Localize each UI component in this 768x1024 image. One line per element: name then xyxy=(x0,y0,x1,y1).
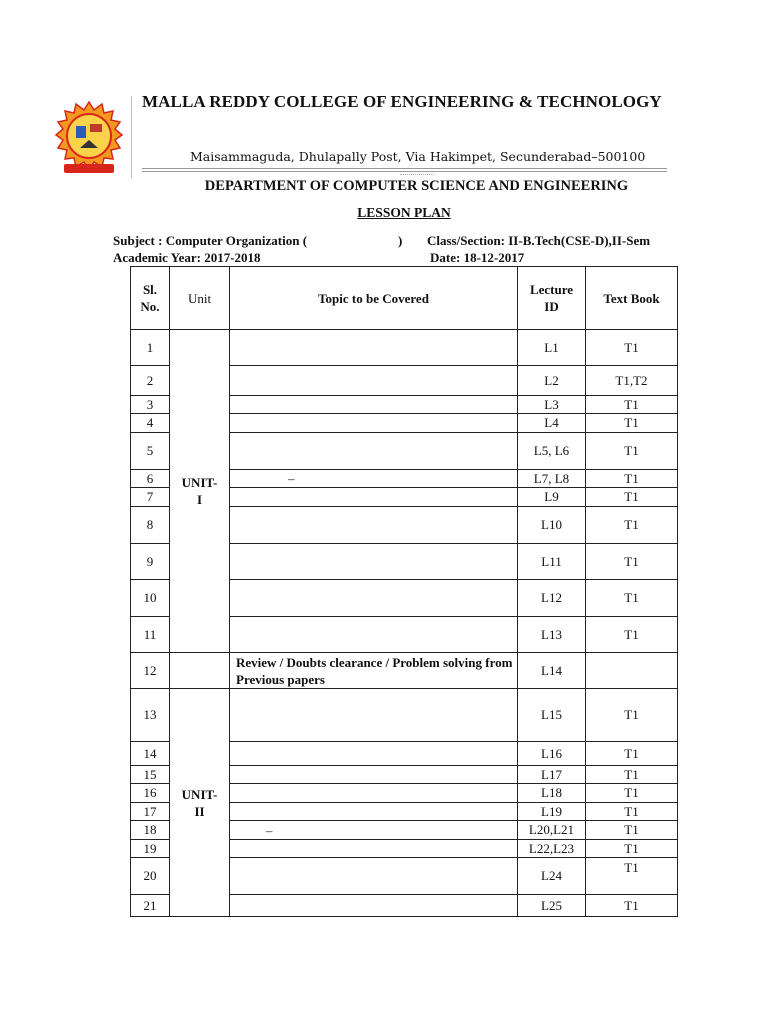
table-cell: 7 xyxy=(131,488,170,507)
table-cell: L5, L6 xyxy=(518,433,586,470)
table-cell: L15 xyxy=(518,689,586,742)
table-cell: 18 xyxy=(131,821,170,840)
table-cell: L12 xyxy=(518,580,586,617)
table-cell: L13 xyxy=(518,617,586,653)
table-cell: 14 xyxy=(131,742,170,766)
academic-year: Academic Year: 2017-2018 xyxy=(113,250,261,265)
table-cell: 11 xyxy=(131,617,170,653)
table-cell: 2 xyxy=(131,366,170,396)
table-cell: 6 xyxy=(131,470,170,488)
table-cell: T1 xyxy=(586,821,678,840)
table-cell xyxy=(230,803,518,821)
table-cell xyxy=(230,366,518,396)
college-name: MALLA REDDY COLLEGE OF ENGINEERING & TECHNOLOGY xyxy=(142,92,662,111)
table-cell: T1 xyxy=(586,742,678,766)
table-cell: L18 xyxy=(518,784,586,803)
table-cell: T1 xyxy=(586,396,678,414)
header-sl-no: Sl. No. xyxy=(131,267,170,330)
table-cell: L22,L23 xyxy=(518,840,586,858)
table-cell: – xyxy=(230,821,518,840)
table-cell: 12 xyxy=(131,653,170,689)
table-cell: T1 xyxy=(586,580,678,617)
table-cell: 19 xyxy=(131,840,170,858)
header-rule xyxy=(142,171,667,172)
table-cell: T1 xyxy=(586,784,678,803)
table-cell: L16 xyxy=(518,742,586,766)
table-cell: L3 xyxy=(518,396,586,414)
table-cell: L9 xyxy=(518,488,586,507)
table-cell: T1 xyxy=(586,330,678,366)
table-cell xyxy=(586,653,678,689)
table-cell: T1 xyxy=(586,803,678,821)
table-cell: T1 xyxy=(586,414,678,433)
table-cell: T1,T2 xyxy=(586,366,678,396)
table-cell: T1 xyxy=(586,689,678,742)
table-cell: T1 xyxy=(586,895,678,917)
table-cell: 1 xyxy=(131,330,170,366)
class-section: Class/Section: II-B.Tech(CSE-D),II-Sem xyxy=(427,233,651,248)
table-cell xyxy=(230,544,518,580)
table-cell: L7, L8 xyxy=(518,470,586,488)
table-cell xyxy=(230,396,518,414)
table-cell: T1 xyxy=(586,840,678,858)
table-cell xyxy=(230,507,518,544)
header-unit: Unit xyxy=(170,267,230,330)
table-cell xyxy=(170,653,230,689)
unit-label: UNIT-II xyxy=(170,689,230,917)
table-cell: L17 xyxy=(518,766,586,784)
table-cell: 17 xyxy=(131,803,170,821)
subject-close: ) xyxy=(398,233,403,248)
header-lecture-id: Lecture ID xyxy=(518,267,586,330)
table-cell: T1 xyxy=(586,507,678,544)
table-cell: T1 xyxy=(586,470,678,488)
table-cell: L14 xyxy=(518,653,586,689)
document-title: LESSON PLAN xyxy=(357,205,451,220)
table-cell xyxy=(230,766,518,784)
table-cell: L20,L21 xyxy=(518,821,586,840)
table-cell xyxy=(230,617,518,653)
table-cell: L19 xyxy=(518,803,586,821)
table-cell xyxy=(230,488,518,507)
header-topic: Topic to be Covered xyxy=(230,267,518,330)
table-cell: L2 xyxy=(518,366,586,396)
table-cell xyxy=(230,858,518,895)
table-cell: T1 xyxy=(586,544,678,580)
table-cell: T1 xyxy=(586,488,678,507)
table-cell: 20 xyxy=(131,858,170,895)
table-cell: L24 xyxy=(518,858,586,895)
header-rule xyxy=(142,168,667,169)
table-cell: L11 xyxy=(518,544,586,580)
table-cell: 21 xyxy=(131,895,170,917)
lesson-plan-table xyxy=(130,266,678,917)
table-cell xyxy=(230,414,518,433)
table-cell: 3 xyxy=(131,396,170,414)
table-cell: 9 xyxy=(131,544,170,580)
table-cell: T1 xyxy=(586,617,678,653)
subject-label: Subject : Computer Organization ( xyxy=(113,233,308,248)
table-cell: 10 xyxy=(131,580,170,617)
table-cell xyxy=(230,742,518,766)
table-cell: 16 xyxy=(131,784,170,803)
table-cell: T1 xyxy=(586,433,678,470)
department-title: DEPARTMENT OF COMPUTER SCIENCE AND ENGINEERING xyxy=(204,178,629,194)
table-cell: 5 xyxy=(131,433,170,470)
header-divider xyxy=(131,96,132,178)
table-cell: T1 xyxy=(586,766,678,784)
table-cell xyxy=(230,689,518,742)
document-date: Date: 18-12-2017 xyxy=(430,250,525,265)
table-cell: – xyxy=(230,470,518,488)
table-row xyxy=(131,689,678,742)
table-cell: 15 xyxy=(131,766,170,784)
table-cell: L25 xyxy=(518,895,586,917)
unit-label: UNIT-I xyxy=(170,330,230,653)
review-topic: Review / Doubts clearance / Problem solving from Previous papers xyxy=(230,653,518,689)
table-cell xyxy=(230,433,518,470)
table-cell xyxy=(230,840,518,858)
table-cell: 8 xyxy=(131,507,170,544)
college-logo xyxy=(54,100,124,178)
header-dotted-rule xyxy=(400,174,434,175)
table-cell xyxy=(230,330,518,366)
header-text-book: Text Book xyxy=(586,267,678,330)
table-cell xyxy=(230,784,518,803)
table-header-row xyxy=(131,267,678,330)
table-cell: 4 xyxy=(131,414,170,433)
table-row xyxy=(131,653,678,689)
college-address: Maisammaguda, Dhulapally Post, Via Hakimpet, Secunderabad–500100 xyxy=(190,149,646,164)
table-cell: L1 xyxy=(518,330,586,366)
table-cell: L4 xyxy=(518,414,586,433)
table-cell xyxy=(230,580,518,617)
table-cell: 13 xyxy=(131,689,170,742)
table-cell xyxy=(230,895,518,917)
table-cell: T1 xyxy=(586,858,678,895)
table-cell: L10 xyxy=(518,507,586,544)
table-row xyxy=(131,330,678,366)
